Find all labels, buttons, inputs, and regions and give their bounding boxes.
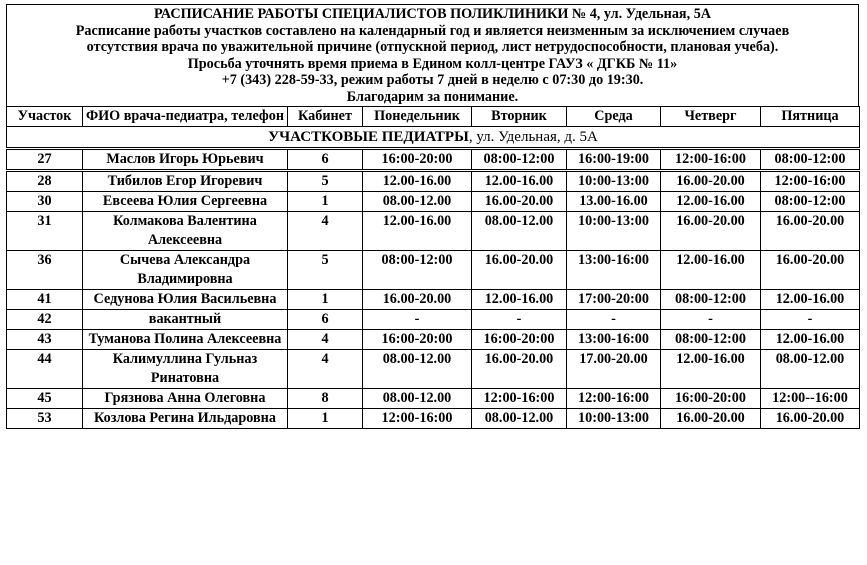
- district-cell: 53: [7, 408, 83, 428]
- cabinet-cell: 4: [288, 211, 363, 250]
- table-row: [7, 349, 860, 388]
- doctor-name-cell: Евсеева Юлия Сергеевна: [83, 191, 288, 211]
- col-header-monday: Понедельник: [363, 106, 472, 126]
- monday-hours-cell: 12:00-16:00: [363, 408, 472, 428]
- col-header-friday: Пятница: [761, 106, 860, 126]
- monday-hours-cell: 16:00-20:00: [363, 329, 472, 349]
- header-thanks: Благодарим за понимание.: [346, 88, 519, 105]
- section-title-address: , ул. Удельная, д. 5А: [468, 128, 598, 145]
- section-row: [7, 126, 860, 148]
- header-notice-line1: Расписание работы участков составлено на календарный год и является неизменным за исключением случаев: [75, 22, 790, 39]
- doctor-name-cell: вакантный: [83, 309, 288, 329]
- thursday-hours-cell: -: [661, 309, 761, 329]
- col-header-cabinet: Кабинет: [288, 106, 363, 126]
- cabinet-cell: 1: [288, 289, 363, 309]
- district-cell: 36: [7, 250, 83, 289]
- thursday-hours-cell: 12.00-16.00: [661, 349, 761, 388]
- doctor-name-cell: Колмакова Валентина Алексеевна: [83, 211, 288, 250]
- wednesday-hours-cell: 10:00-13:00: [567, 408, 661, 428]
- thursday-hours-cell: 12.00-16.00: [661, 250, 761, 289]
- table-row: [7, 329, 860, 349]
- friday-hours-cell: 16.00-20.00: [761, 408, 860, 428]
- friday-hours-cell: 08:00-12:00: [761, 191, 860, 211]
- header-phone: +7 (343) 228-59-33, режим работы 7 дней в неделю с 07:30 до 19:30.: [221, 72, 644, 89]
- doctor-name-cell: Тибилов Егор Игоревич: [83, 170, 288, 191]
- cabinet-cell: 4: [288, 329, 363, 349]
- monday-hours-cell: 16.00-20.00: [363, 289, 472, 309]
- table-row: [7, 250, 860, 289]
- table-row: [7, 408, 860, 428]
- cabinet-cell: 1: [288, 408, 363, 428]
- wednesday-hours-cell: 10:00-13:00: [567, 211, 661, 250]
- col-header-tuesday: Вторник: [472, 106, 567, 126]
- doctor-name-cell: Сычева Александра Владимировна: [83, 250, 288, 289]
- wednesday-hours-cell: 13.00-16.00: [567, 191, 661, 211]
- thursday-hours-cell: 16.00-20.00: [661, 408, 761, 428]
- district-cell: 27: [7, 148, 83, 170]
- table-row: [7, 289, 860, 309]
- district-cell: 28: [7, 170, 83, 191]
- monday-hours-cell: 12.00-16.00: [363, 211, 472, 250]
- monday-hours-cell: 08.00-12.00: [363, 191, 472, 211]
- doctor-name-cell: Козлова Регина Ильдаровна: [83, 408, 288, 428]
- wednesday-hours-cell: 13:00-16:00: [567, 329, 661, 349]
- wednesday-hours-cell: 12:00-16:00: [567, 388, 661, 408]
- tuesday-hours-cell: 12:00-16:00: [472, 388, 567, 408]
- schedule-header: [6, 4, 859, 106]
- table-row: [7, 309, 860, 329]
- doctor-name-cell: Калимуллина Гульназ Ринатовна: [83, 349, 288, 388]
- doctor-name-cell: Седунова Юлия Васильевна: [83, 289, 288, 309]
- monday-hours-cell: 08:00-12:00: [363, 250, 472, 289]
- doctor-name-cell: Туманова Полина Алексеевна: [83, 329, 288, 349]
- tuesday-hours-cell: 16.00-20.00: [472, 191, 567, 211]
- table-row: [7, 211, 860, 250]
- monday-hours-cell: 16:00-20:00: [363, 148, 472, 170]
- cabinet-cell: 1: [288, 191, 363, 211]
- district-cell: 41: [7, 289, 83, 309]
- table-row: [7, 388, 860, 408]
- tuesday-hours-cell: 12.00-16.00: [472, 170, 567, 191]
- cabinet-cell: 6: [288, 309, 363, 329]
- monday-hours-cell: 08.00-12.00: [363, 349, 472, 388]
- district-cell: 31: [7, 211, 83, 250]
- district-cell: 42: [7, 309, 83, 329]
- friday-hours-cell: 12:00-16:00: [761, 170, 860, 191]
- thursday-hours-cell: 08:00-12:00: [661, 289, 761, 309]
- thursday-hours-cell: 12:00-16:00: [661, 148, 761, 170]
- doctor-name-cell: Маслов Игорь Юрьевич: [83, 148, 288, 170]
- tuesday-hours-cell: 16.00-20.00: [472, 250, 567, 289]
- district-cell: 30: [7, 191, 83, 211]
- cabinet-cell: 5: [288, 250, 363, 289]
- table-row: [7, 148, 860, 170]
- section-title-bold: УЧАСТКОВЫЕ ПЕДИАТРЫ: [268, 128, 469, 145]
- cabinet-cell: 8: [288, 388, 363, 408]
- wednesday-hours-cell: 13:00-16:00: [567, 250, 661, 289]
- col-header-wednesday: Среда: [567, 106, 661, 126]
- monday-hours-cell: 12.00-16.00: [363, 170, 472, 191]
- wednesday-hours-cell: 16:00-19:00: [567, 148, 661, 170]
- district-cell: 44: [7, 349, 83, 388]
- cabinet-cell: 5: [288, 170, 363, 191]
- monday-hours-cell: -: [363, 309, 472, 329]
- table-row: [7, 170, 860, 191]
- tuesday-hours-cell: -: [472, 309, 567, 329]
- thursday-hours-cell: 08:00-12:00: [661, 329, 761, 349]
- schedule-table: [6, 106, 860, 429]
- district-cell: 43: [7, 329, 83, 349]
- col-header-district: Участок: [7, 106, 83, 126]
- col-header-thursday: Четверг: [661, 106, 761, 126]
- section-title: [7, 126, 860, 148]
- tuesday-hours-cell: 08.00-12.00: [472, 211, 567, 250]
- schedule-sheet: [6, 4, 859, 429]
- district-cell: 45: [7, 388, 83, 408]
- header-title: РАСПИСАНИЕ РАБОТЫ СПЕЦИАЛИСТОВ ПОЛИКЛИНИКИ № 4, ул. Удельная, 5А: [153, 6, 712, 22]
- friday-hours-cell: 08.00-12.00: [761, 349, 860, 388]
- thursday-hours-cell: 16.00-20.00: [661, 170, 761, 191]
- header-callcenter: Просьба уточнять время приема в Едином колл-центре ГАУЗ « ДГКБ № 11»: [187, 55, 678, 72]
- thursday-hours-cell: 16.00-20.00: [661, 211, 761, 250]
- col-header-doctor: ФИО врача-педиатра, телефон: [83, 106, 288, 126]
- cabinet-cell: 4: [288, 349, 363, 388]
- header-notice-line2: отсутствия врача по уважительной причине (отпускной период, лист нетрудоспособности, плановая учеба).: [86, 39, 779, 56]
- cabinet-cell: 6: [288, 148, 363, 170]
- table-header-row: [7, 106, 860, 126]
- wednesday-hours-cell: -: [567, 309, 661, 329]
- tuesday-hours-cell: 08:00-12:00: [472, 148, 567, 170]
- friday-hours-cell: 16.00-20.00: [761, 250, 860, 289]
- tuesday-hours-cell: 12.00-16.00: [472, 289, 567, 309]
- doctor-name-cell: Грязнова Анна Олеговна: [83, 388, 288, 408]
- thursday-hours-cell: 16:00-20:00: [661, 388, 761, 408]
- thursday-hours-cell: 12.00-16.00: [661, 191, 761, 211]
- tuesday-hours-cell: 16:00-20:00: [472, 329, 567, 349]
- friday-hours-cell: 16.00-20.00: [761, 211, 860, 250]
- friday-hours-cell: 12.00-16.00: [761, 329, 860, 349]
- tuesday-hours-cell: 16.00-20.00: [472, 349, 567, 388]
- friday-hours-cell: 12.00-16.00: [761, 289, 860, 309]
- table-row: [7, 191, 860, 211]
- friday-hours-cell: 08:00-12:00: [761, 148, 860, 170]
- tuesday-hours-cell: 08.00-12.00: [472, 408, 567, 428]
- wednesday-hours-cell: 10:00-13:00: [567, 170, 661, 191]
- wednesday-hours-cell: 17.00-20.00: [567, 349, 661, 388]
- monday-hours-cell: 08.00-12.00: [363, 388, 472, 408]
- friday-hours-cell: -: [761, 309, 860, 329]
- friday-hours-cell: 12:00--16:00: [761, 388, 860, 408]
- wednesday-hours-cell: 17:00-20:00: [567, 289, 661, 309]
